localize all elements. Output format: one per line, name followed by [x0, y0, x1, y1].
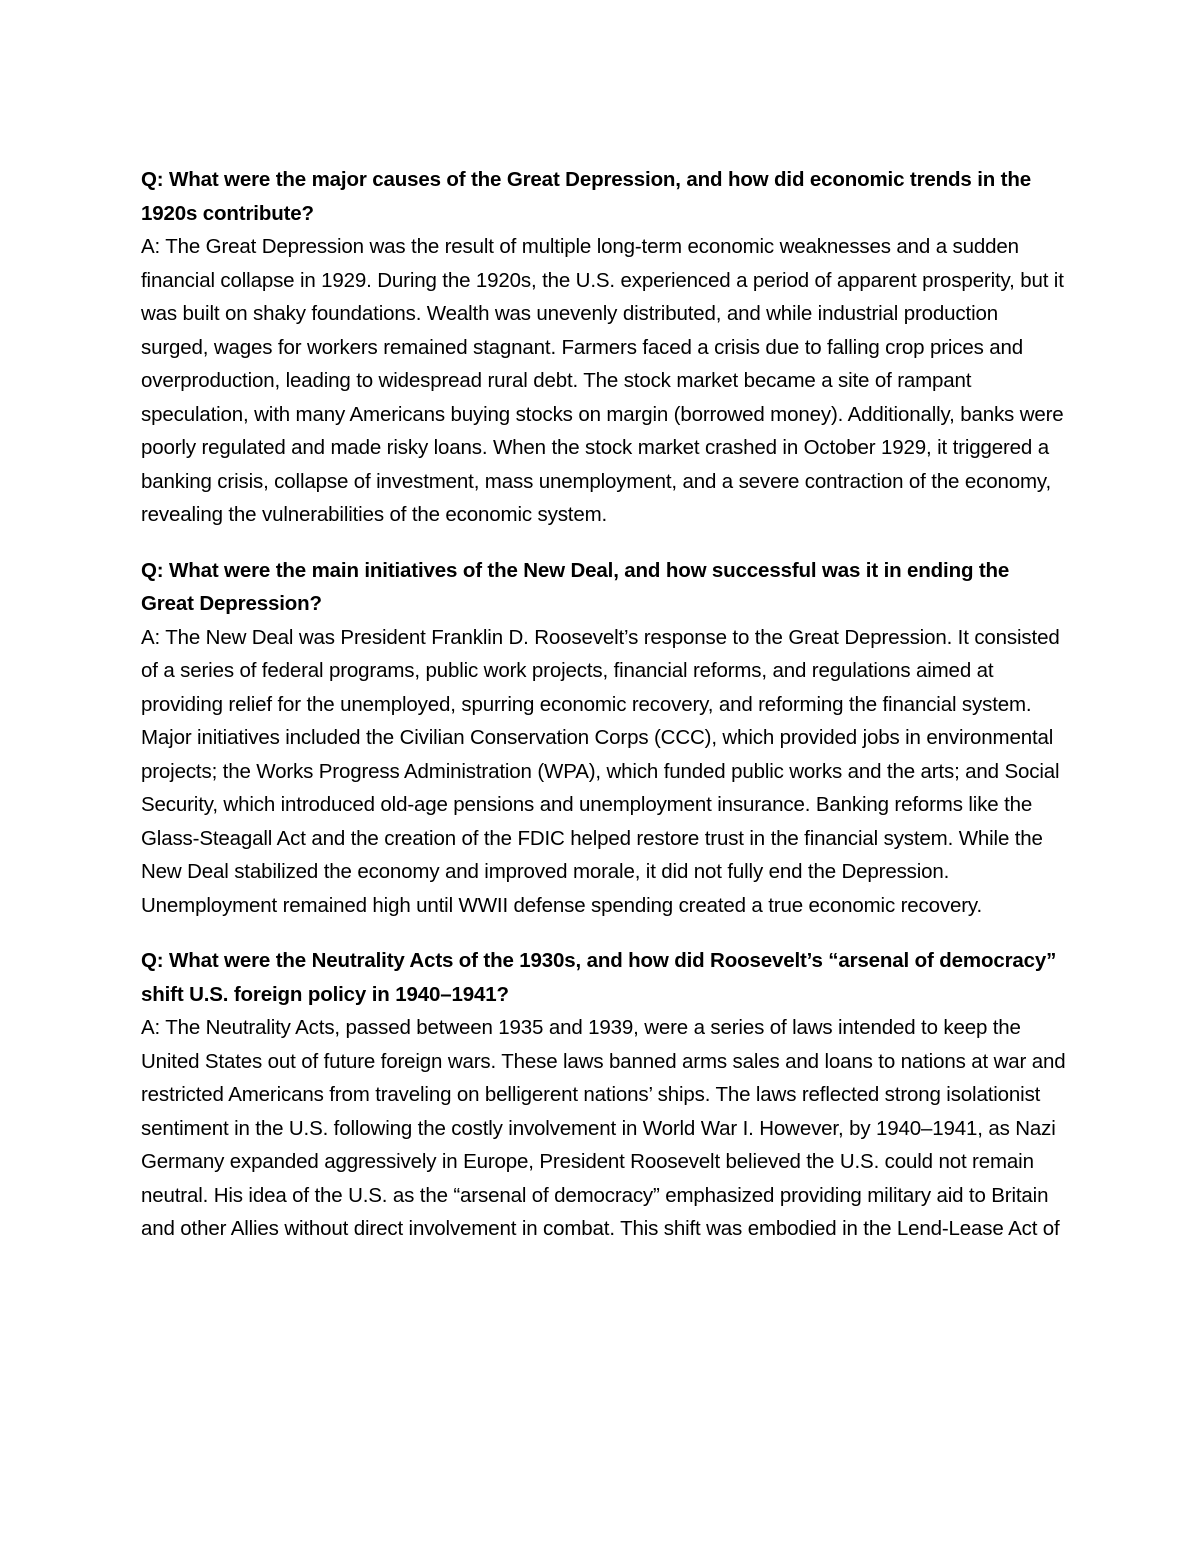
qa-item-new-deal [141, 554, 1066, 923]
question-text: Q: What were the major causes of the Great Depression, and how did economic trends in the 1920s contribute? [141, 168, 1031, 225]
answer-text: A: The Great Depression was the result of multiple long-term economic weaknesses and a sudden financial collapse in 1929. During the 1920s, the U.S. experienced a period of apparent prosperity, but it was built on shaky foundations. Wealth was unevenly distributed, and while industrial production surged, wages for workers remained stagnant. Farmers faced a crisis due to falling crop prices and overproduction, leading to widespread rural debt. The stock market became a site of rampant speculation, with many Americans buying stocks on margin (borrowed money). Additionally, banks were poorly regulated and made risky loans. When the stock market crashed in October 1929, it triggered a banking crisis, collapse of investment, mass unemployment, and a severe contraction of the economy, revealing the vulnerabilities of the economic system. [141, 235, 1064, 526]
answer-text: A: The New Deal was President Franklin D. Roosevelt’s response to the Great Depression. It consisted of a series of federal programs, public work projects, financial reforms, and regulations aimed at providing relief for the unemployed, spurring economic recovery, and reforming the financial system. Major initiatives included the Civilian Conservation Corps (CCC), which provided jobs in environmental projects; the Works Progress Administration (WPA), which funded public works and the arts; and Social Security, which introduced old-age pensions and unemployment insurance. Banking reforms like the Glass-Steagall Act and the creation of the FDIC helped restore trust in the financial system. While the New Deal stabilized the economy and improved morale, it did not fully end the Depression. Unemployment remained high until WWII defense spending created a true economic recovery. [141, 625, 1060, 917]
document-body [141, 163, 1066, 1268]
question-text: Q: What were the Neutrality Acts of the 1930s, and how did Roosevelt’s “arsenal of democracy” shift U.S. foreign policy in 1940–1941? [141, 949, 1057, 1006]
qa-item-neutrality-acts [141, 944, 1066, 1246]
answer-text: A: The Neutrality Acts, passed between 1935 and 1939, were a series of laws intended to keep the United States out of future foreign wars. These laws banned arms sales and loans to nations at war and restricted Americans from traveling on belligerent nations’ ships. The laws reflected strong isolationist sentiment in the U.S. following the costly involvement in World War I. However, by 1940–1941, as Nazi Germany expanded aggressively in Europe, President Roosevelt believed the U.S. could not remain neutral. His idea of the U.S. as the “arsenal of democracy” emphasized providing military aid to Britain and other Allies without direct involvement in combat. This shift was embodied in the Lend-Lease Act of [141, 1016, 1066, 1240]
question-text: Q: What were the main initiatives of the New Deal, and how successful was it in ending the Great Depression? [141, 558, 1010, 615]
qa-item-great-depression-causes [141, 163, 1066, 532]
